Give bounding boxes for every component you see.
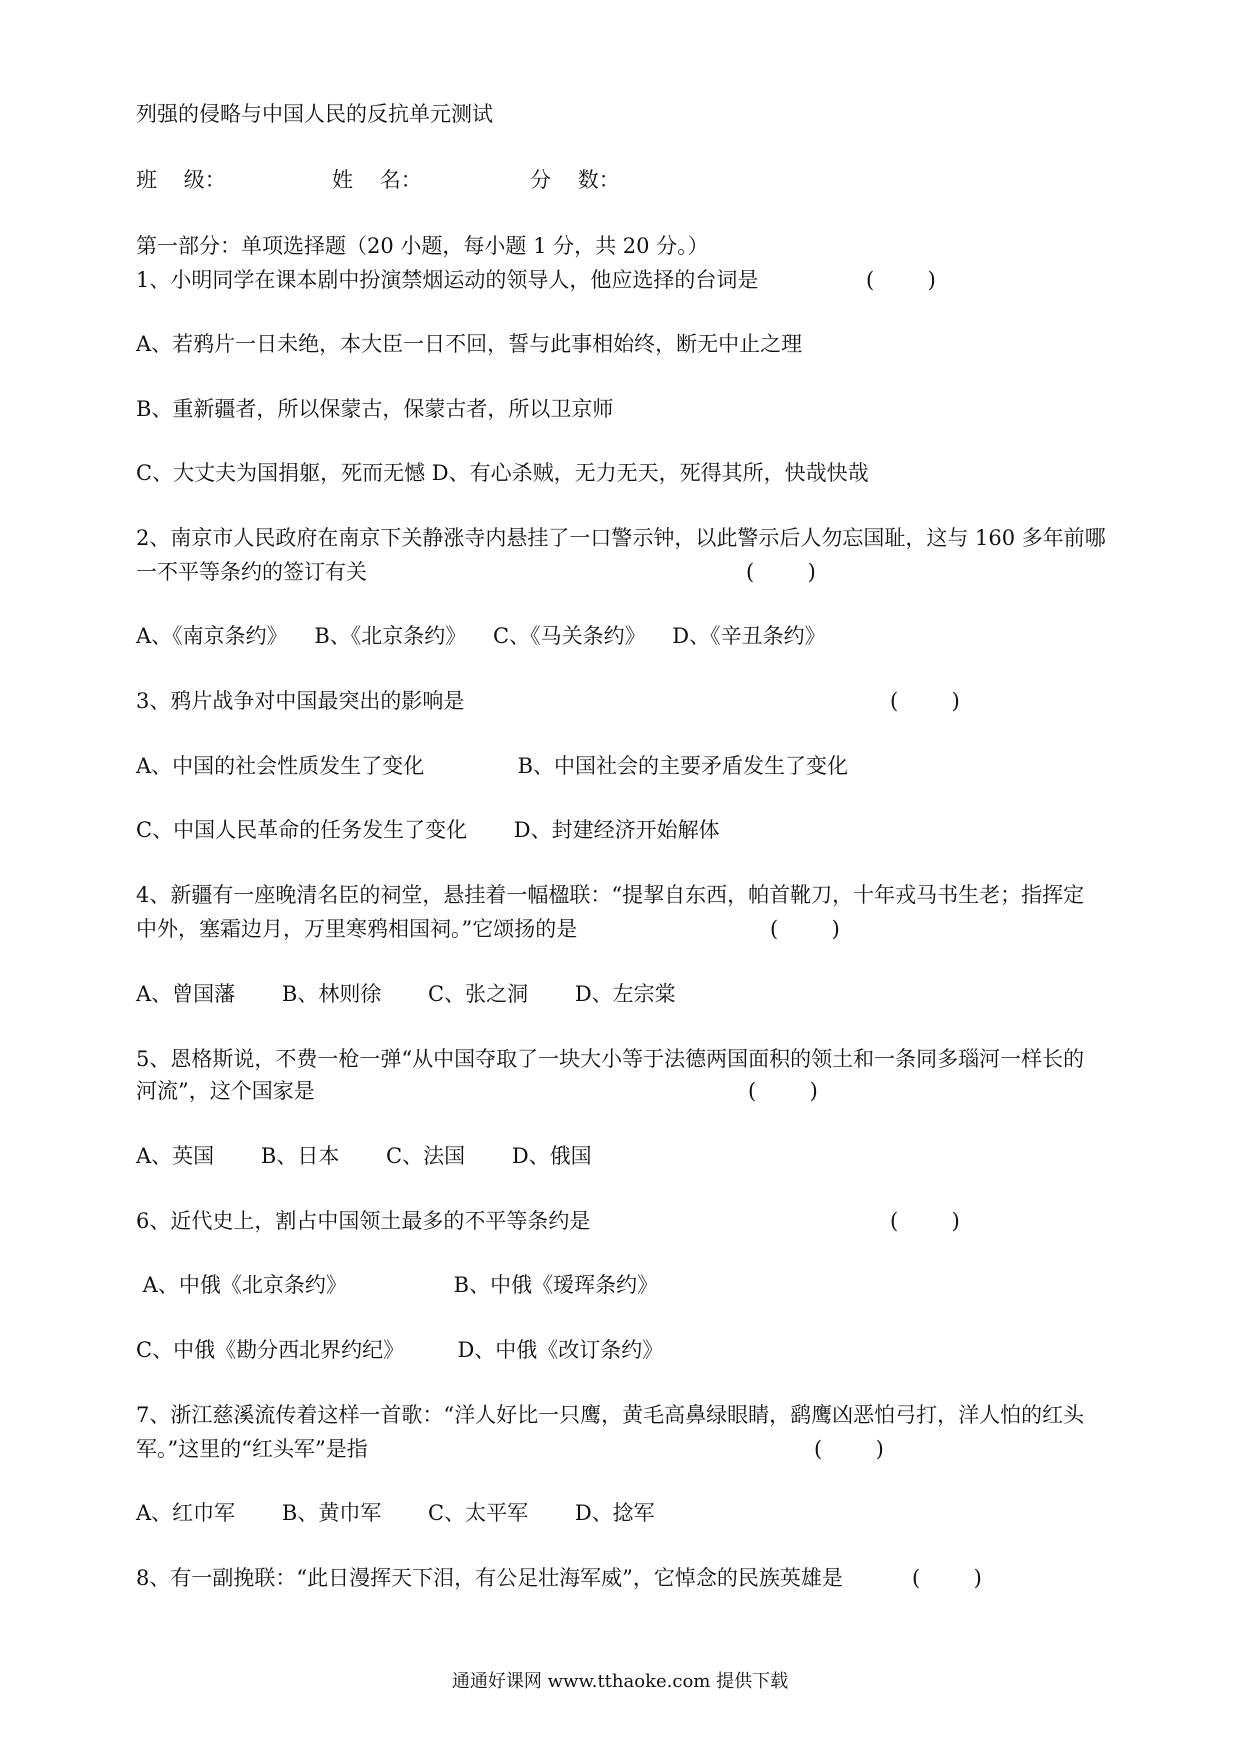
question-6-options-ab: A、中俄《北京条约》 B、中俄《瑷珲条约》	[136, 1273, 659, 1297]
score-field-label: 分 数：	[530, 168, 620, 192]
exam-title: 列强的侵略与中国人民的反抗单元测试	[136, 102, 493, 126]
question-3-stem: 3、鸦片战争对中国最突出的影响是	[136, 689, 465, 713]
question-7-stem-line-1: 7、浙江慈溪流传着这样一首歌：“洋人好比一只鹰，黄毛高鼻绿眼睛，鹞鹰凶恶怕弓打，洋人怕的红头	[136, 1403, 1085, 1427]
question-3-options-ab: A、中国的社会性质发生了变化 B、中国社会的主要矛盾发生了变化	[136, 754, 849, 778]
class-field-label: 班 级：	[136, 168, 226, 192]
question-1-stem: 1、小明同学在课本剧中扮演禁烟运动的领导人，他应选择的台词是	[136, 268, 759, 292]
question-8-answer-blank: ( )	[912, 1566, 982, 1590]
question-3-answer-blank: ( )	[890, 689, 960, 713]
question-1-option-a: A、若鸦片一日未绝，本大臣一日不回，誓与此事相始终，断无中止之理	[136, 332, 803, 356]
question-2-stem-line-2: 一不平等条约的签订有关	[136, 560, 367, 584]
question-1-answer-blank: ( )	[866, 268, 936, 292]
question-6-options-cd: C、中俄《勘分西北界约纪》 D、中俄《改订条约》	[136, 1338, 664, 1362]
question-2-stem-line-1: 2、南京市人民政府在南京下关静涨寺内悬挂了一口警示钟，以此警示后人勿忘国耻，这与 160 多年前哪	[136, 526, 1106, 550]
question-5-stem-line-2: 河流”，这个国家是	[136, 1079, 315, 1103]
question-4-options: A、曾国藩 B、林则徐 C、张之洞 D、左宗棠	[136, 982, 676, 1006]
question-6-answer-blank: ( )	[890, 1209, 960, 1233]
question-2-answer-blank: ( )	[746, 560, 816, 584]
question-5-stem-line-1: 5、恩格斯说，不费一枪一弹“从中国夺取了一块大小等于法德两国面积的领土和一条同多瑙河一样长的	[136, 1047, 1085, 1071]
question-1-options-cd: C、大丈夫为国捐躯，死而无憾 D、有心杀贼，无力无天，死得其所，快哉快哉	[136, 461, 869, 485]
question-1-option-b: B、重新疆者，所以保蒙古，保蒙古者，所以卫京师	[136, 397, 614, 421]
question-5-options: A、英国 B、日本 C、法国 D、俄国	[136, 1144, 592, 1168]
question-4-stem-line-2: 中外，塞霜边月，万里寒鸦相国祠。”它颂扬的是	[136, 917, 578, 941]
question-3-options-cd: C、中国人民革命的任务发生了变化 D、封建经济开始解体	[136, 818, 720, 842]
question-5-answer-blank: ( )	[748, 1079, 818, 1103]
page-footer: 通通好课网 www.tthaoke.com 提供下载	[451, 1671, 789, 1692]
question-7-stem-line-2: 军。”这里的“红头军”是指	[136, 1437, 368, 1461]
question-7-answer-blank: ( )	[814, 1437, 884, 1461]
question-7-options: A、红巾军 B、黄巾军 C、太平军 D、捻军	[136, 1501, 655, 1525]
section-1-heading: 第一部分：单项选择题（20 小题，每小题 1 分，共 20 分。）	[136, 234, 709, 258]
name-field-label: 姓 名：	[332, 168, 422, 192]
question-2-options: A、《南京条约》 B、《北京条约》 C、《马关条约》 D、《辛丑条约》	[136, 624, 826, 648]
question-6-stem: 6、近代史上，割占中国领土最多的不平等条约是	[136, 1209, 591, 1233]
question-4-stem-line-1: 4、新疆有一座晚清名臣的祠堂，悬挂着一幅楹联：“提挈自东西，帕首靴刀，十年戎马书生老；指挥定	[136, 883, 1085, 907]
question-8-stem: 8、有一副挽联：“此日漫挥天下泪，有公足壮海军威”，它悼念的民族英雄是	[136, 1566, 843, 1590]
question-4-answer-blank: ( )	[770, 917, 840, 941]
